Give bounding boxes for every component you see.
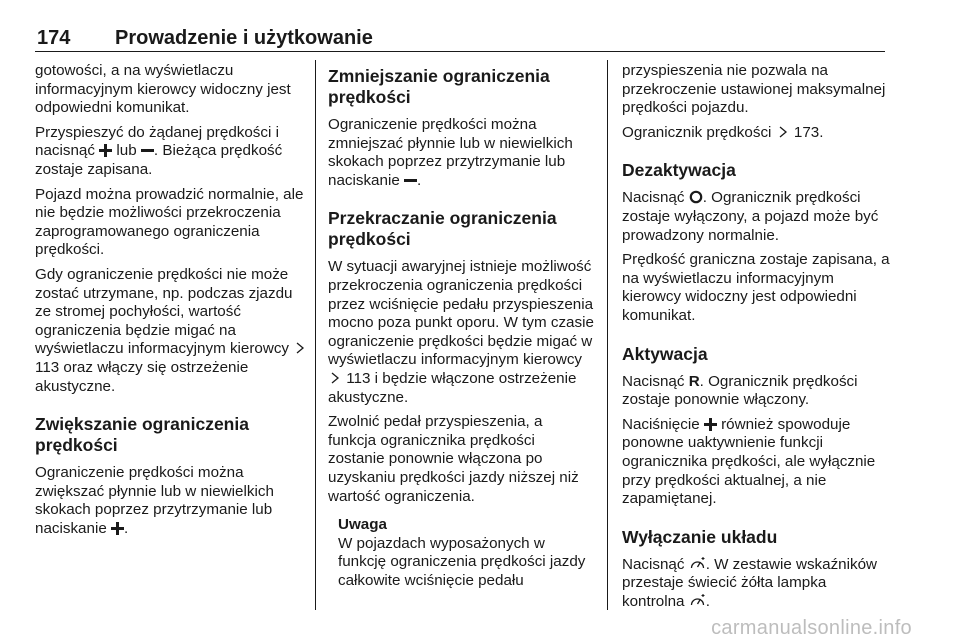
paragraph: Zwolnić pedał przyspieszenia, a funkcja ogranicznika prędkości zostanie ponownie włączona po uzyskaniu prędkości jazdy niższej niż wartość ograniczenia. [328,413,579,505]
column-3 [622,62,892,617]
resume-symbol: R [688,372,700,390]
paragraph: Ograniczenie prędkości można zmniejszać płynnie lub w niewielkich skokach poprzez przytrzymanie lub naciskanie . [328,116,573,189]
note-text: W pojazdach wyposażonych w funkcję ograniczenia prędkości jazdy całkowite wciśnięcie pedału [338,534,586,589]
speed-limiter-icon [689,556,706,571]
heading-system-off: Wyłączanie układu [622,526,778,547]
page-reference-icon [330,372,340,384]
section-title: Prowadzenie i użytkowanie [115,27,373,49]
paragraph: Przyspieszyć do żądanej prędkości i nacisnąć lub . Bieżąca prędkość zostaje zapisana. [35,123,283,178]
page-number: 174 [37,27,71,49]
paragraph: Naciśnięcie również spowoduje ponowne uaktywnienie funkcji ogranicznika prędkości, ale wyłącznie przy prędkości aktualnej, a nie zapamiętanej. [622,415,876,508]
column-divider [315,60,316,610]
column-divider [607,60,608,610]
paragraph: Gdy ograniczenie prędkości nie może zostać utrzymane, np. podczas zjazdu ze stromej pochyłości, wartość ograniczenia będzie migać na wyświetlaczu informacyjnym kierowcy 113 oraz włączy się ostrzeżenie akustyczne. [35,266,311,396]
paragraph: przyspieszenia nie pozwala na przekroczenie ustawionej maksymalnej prędkości pojazdu. [622,62,886,117]
watermark: carmanualsonline.info [711,617,912,639]
column-2 [328,62,594,590]
page-header [35,26,885,52]
page-reference-icon [778,126,788,138]
heading-activation: Aktywacja [622,343,708,364]
plus-icon [99,144,112,157]
heading-increase-limit: Zwiększanie ograniczenia prędkości [35,414,249,456]
paragraph: Pojazd można prowadzić normalnie, ale nie będzie możliwości przekroczenia zaprogramowanego ograniczenia prędkości. [35,185,304,259]
plus-icon [111,522,124,535]
paragraph: Ograniczenie prędkości można zwiększać płynnie lub w niewielkich skokach poprzez przytrzymanie lub naciskanie . [35,464,274,537]
heading-decrease-limit: Zmniejszanie ograniczenia prędkości [328,66,550,107]
column-1 [35,62,311,544]
paragraph: Prędkość graniczna zostaje zapisana, a na wyświetlaczu informacyjnym kierowcy widoczny jest odpowiedni komunikat. [622,251,890,324]
speed-limiter-icon [689,593,706,608]
page-reference-icon [295,342,305,354]
paragraph: Nacisnąć R. Ogranicznik prędkości zostaje ponownie włączony. [622,372,858,409]
plus-icon [704,418,717,431]
paragraph: Nacisnąć . Ogranicznik prędkości zostaje wyłączony, a pojazd może być prowadzony normalnie. [622,189,879,244]
paragraph: W sytuacji awaryjnej istnieje możliwość przekroczenia ograniczenia prędkości przez wciśnięcie pedału przyspieszenia mocno poza punkt oporu. W tym czasie ograniczenie prędkości będzie migać w wyświetlaczu informacyjnym kierowcy 113 i będzie włączone ostrzeżenie akustyczne. [328,258,594,406]
minus-icon [404,174,417,187]
minus-icon [141,144,154,157]
paragraph: Ogranicznik prędkości 173. [622,123,824,141]
paragraph: Nacisnąć . W zestawie wskaźników przestaje świecić żółta lampka kontrolna . [622,555,878,610]
note-title: Uwaga [338,516,387,534]
note-box [338,516,594,590]
paragraph: gotowości, a na wyświetlaczu informacyjnym kierowcy widoczny jest odpowiedni komunikat. [35,62,291,117]
circle-off-icon [689,190,703,204]
heading-exceed-limit: Przekraczanie ograniczenia prędkości [328,208,557,250]
heading-deactivation: Dezaktywacja [622,160,736,181]
